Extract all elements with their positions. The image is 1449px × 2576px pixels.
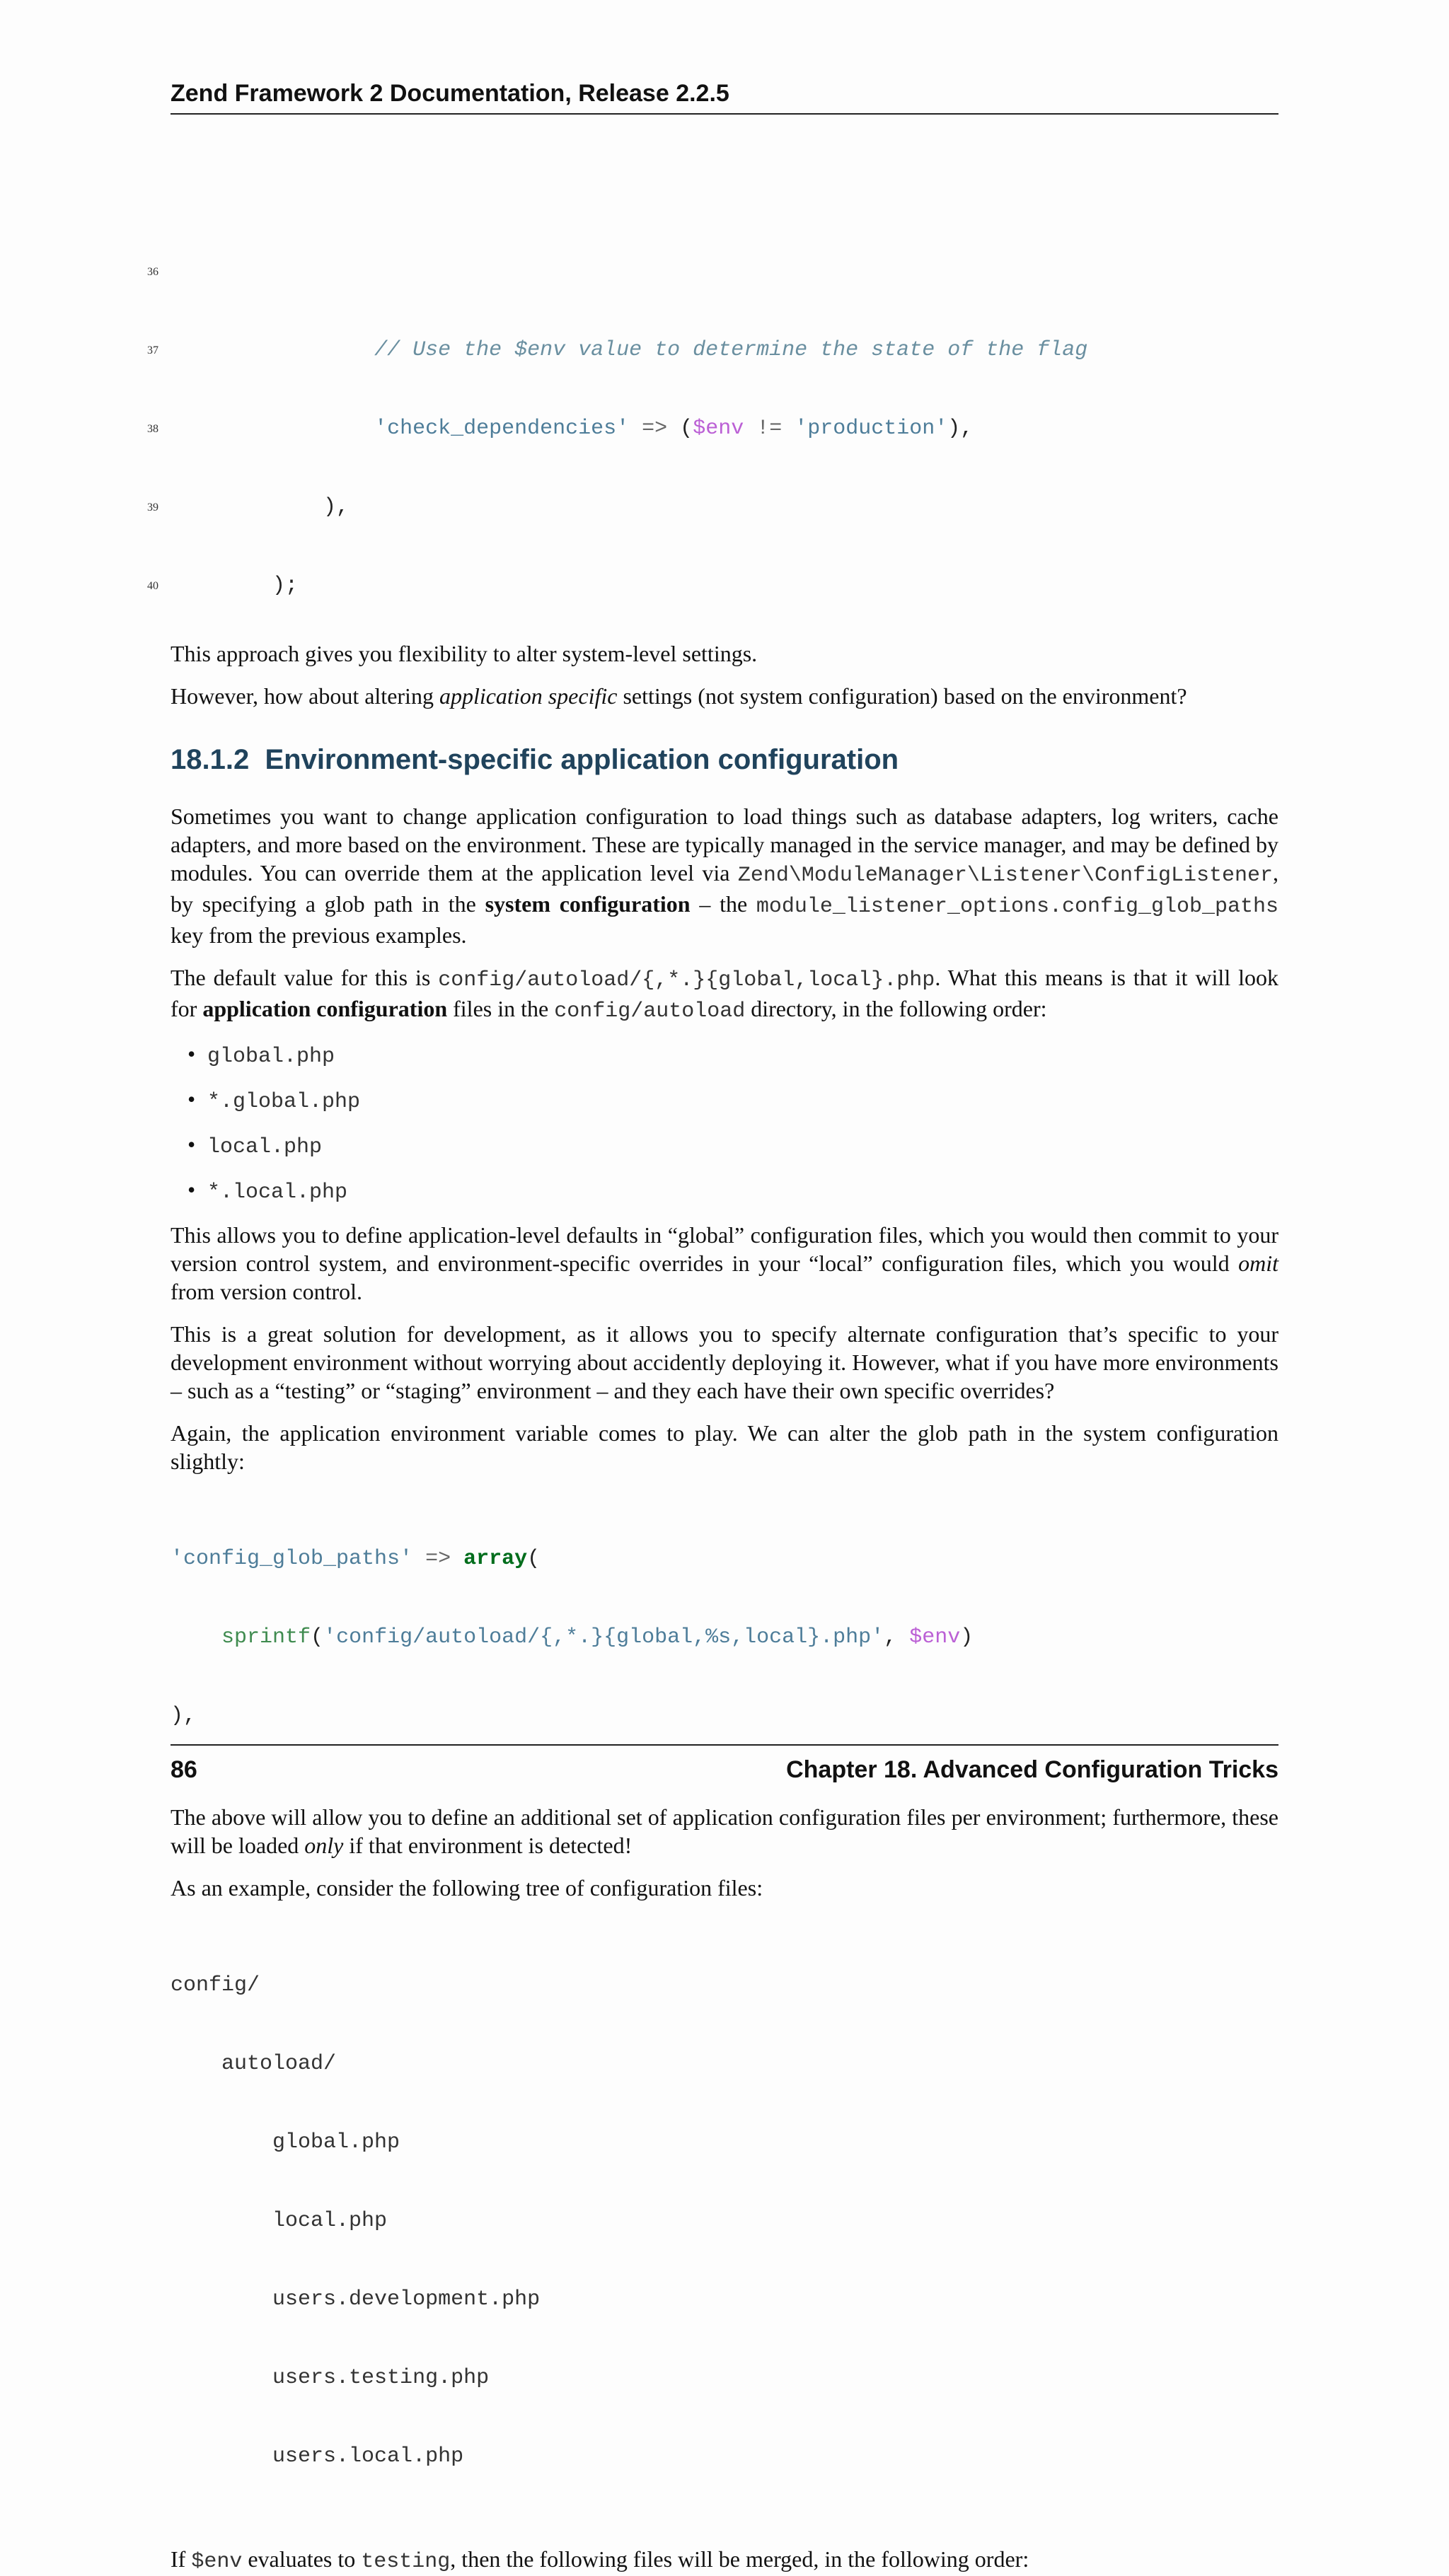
code-operator: => — [425, 1547, 451, 1571]
list-item-code: *.global.php — [207, 1090, 361, 1114]
inline-code: testing — [361, 2550, 451, 2574]
code-keyword: array — [463, 1547, 528, 1571]
code-line — [171, 1625, 1278, 1651]
code-punct: , — [884, 1625, 897, 1649]
code-punct: ( — [527, 1547, 541, 1571]
emphasis: only — [304, 1833, 344, 1858]
code-line-36 — [147, 233, 1278, 278]
strong-text: application configuration — [202, 996, 448, 1021]
line-number: 40 — [147, 580, 158, 592]
section-number: 18.1.2 — [171, 744, 250, 775]
code-punct: ), — [947, 417, 974, 441]
code-variable: $env — [909, 1625, 961, 1649]
list-item — [187, 1176, 1278, 1207]
tree-file-label: users.development.php — [272, 2287, 541, 2311]
inline-code: config/autoload/{,*.}{global,local}.php — [438, 968, 935, 992]
section-title: Environment-specific application configuration — [265, 744, 899, 775]
code-listing-glob — [171, 1494, 1278, 1782]
emphasis: application specific — [439, 683, 618, 709]
paragraph: As an example, consider the following tree of configuration files: — [171, 1875, 763, 1901]
code-string: 'config/autoload/{,*.}{global,%s,local}.php' — [323, 1625, 884, 1649]
tree-dir-label: autoload/ — [221, 2052, 337, 2076]
list-item — [187, 1085, 1278, 1116]
code-operator: => — [642, 417, 668, 441]
list-item-code: local.php — [207, 1135, 323, 1159]
line-number: 36 — [147, 266, 158, 278]
emphasis: omit — [1238, 1251, 1278, 1276]
code-punct: ) — [960, 1625, 974, 1649]
config-file-tree — [171, 1920, 1278, 2522]
chapter-title: Chapter 18. Advanced Configuration Tricks — [786, 1756, 1278, 1783]
line-number: 38 — [147, 423, 158, 435]
code-line-37 — [147, 311, 1278, 362]
tree-file — [171, 2444, 1278, 2470]
code-punct: ( — [311, 1625, 324, 1649]
tree-file-label: users.local.php — [272, 2444, 464, 2468]
section-heading — [171, 743, 1278, 777]
code-string: 'production' — [795, 417, 948, 441]
code-comment: // Use the $env value to determine the state of the flag — [374, 338, 1088, 362]
paragraph: This is a great solution for development, as it allows you to specify alternate configuration that’s specific to your development environment without worrying about accidently deploying it. However, what if you have more environments – such as a “testing” or “staging” environment – and they each have their own specific overrides? — [171, 1321, 1278, 1403]
inline-code: module_listener_options.config_glob_paths — [756, 895, 1279, 919]
code-punct: ( — [680, 417, 693, 441]
bullet-icon: • — [187, 1041, 196, 1067]
code-line — [171, 1703, 1278, 1729]
list-item — [187, 1130, 1278, 1161]
code-function: sprintf — [221, 1625, 311, 1649]
inline-code: $env — [191, 2550, 243, 2574]
code-line-40 — [147, 547, 1278, 598]
list-item-code: *.local.php — [207, 1180, 348, 1205]
inline-code: config/autoload — [554, 999, 746, 1023]
bullet-icon: • — [187, 1086, 196, 1112]
tree-file-label: local.php — [272, 2209, 388, 2233]
code-line — [171, 1546, 1278, 1572]
code-punct: ), — [171, 1704, 197, 1728]
code-variable: $env — [693, 417, 744, 441]
line-number: 37 — [147, 344, 158, 356]
paragraph: However, how about altering application specific settings (not system configuration) based on the environment? — [171, 683, 1187, 709]
tree-file — [171, 2287, 1278, 2313]
page-footer — [171, 1744, 1278, 1784]
file-order-list — [171, 1040, 1278, 1207]
tree-root: config/ — [171, 1973, 260, 1997]
tree-file — [171, 2365, 1278, 2391]
code-line-39 — [147, 468, 1278, 519]
code-punct: ); — [272, 574, 299, 598]
tree-file-label: users.testing.php — [272, 2366, 490, 2390]
paragraph: If $env evaluates to testing, then the following files will be merged, in the following order: — [171, 2546, 1029, 2574]
code-line-38 — [147, 390, 1278, 441]
code-punct: ), — [323, 495, 350, 519]
code-operator: != — [756, 417, 783, 441]
paragraph: The above will allow you to define an additional set of application configuration files per environment; furthermore, these will be loaded only if that environment is detected! — [171, 1804, 1278, 1858]
line-number: 39 — [147, 501, 158, 514]
paragraph: Sometimes you want to change application configuration to load things such as database adapters, log writers, cache adapters, and more based on the environment. These are typically managed in the service manager, and may be defined by modules. You can override them at the application level via Zend\ModuleManager\Listener\ConfigListener, by specifying a glob path in the system configuration – the module_listener_options.config_glob_paths key from the previous examples. — [171, 803, 1279, 948]
tree-file-label: global.php — [272, 2130, 400, 2154]
paragraph: Again, the application environment variable comes to play. We can alter the glob path in the system configuration slightly: — [171, 1420, 1278, 1474]
tree-file — [171, 2208, 1278, 2234]
code-listing-top — [147, 180, 1278, 625]
list-item — [187, 1040, 1278, 1071]
page-content — [147, 170, 1279, 2576]
paragraph: The default value for this is config/autoload/{,*.}{global,local}.php. What this means is that it will look for application configuration files in the config/autoload directory, in the following order: — [171, 965, 1279, 1023]
paragraph: This approach gives you flexibility to alter system-level settings. — [171, 641, 758, 666]
bullet-icon: • — [187, 1132, 196, 1157]
code-string: 'check_dependencies' — [374, 417, 630, 441]
strong-text: system configuration — [485, 891, 691, 917]
page-number: 86 — [171, 1756, 197, 1783]
running-header: Zend Framework 2 Documentation, Release 2.2.5 — [171, 79, 1278, 115]
code-string: 'config_glob_paths' — [171, 1547, 413, 1571]
bullet-icon: • — [187, 1177, 196, 1202]
tree-file — [171, 2130, 1278, 2156]
list-item-code: global.php — [207, 1045, 335, 1069]
tree-dir — [171, 2051, 1278, 2077]
paragraph: This allows you to define application-level defaults in “global” configuration files, which you would then commit to your version control system, and environment-specific overrides in your “local” configuration files, which you would omit from version control. — [171, 1222, 1278, 1304]
inline-code: Zend\ModuleManager\Listener\ConfigListener — [737, 864, 1273, 888]
